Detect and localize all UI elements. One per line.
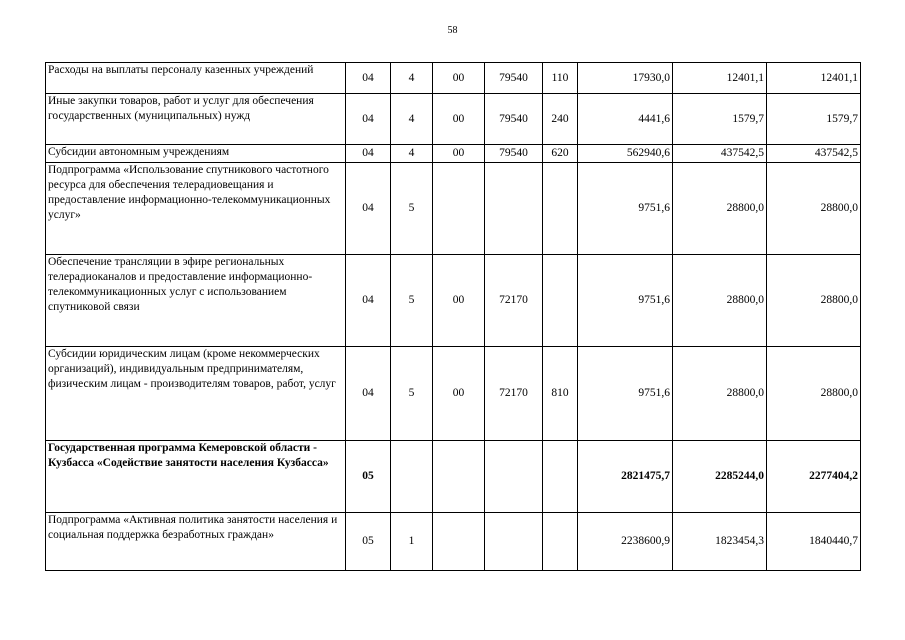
table-row	[46, 347, 861, 441]
cell-target: 79540	[485, 63, 543, 94]
cell-section: 05	[346, 513, 391, 571]
cell-expense-type	[543, 163, 578, 255]
cell-value-1: 9751,6	[578, 163, 673, 255]
cell-subsection	[391, 441, 433, 513]
cell-program: 00	[433, 347, 485, 441]
cell-expense-type: 240	[543, 94, 578, 145]
cell-value-2: 1579,7	[673, 94, 767, 145]
cell-subsection: 5	[391, 255, 433, 347]
cell-expense-type	[543, 441, 578, 513]
row-name: Иные закупки товаров, работ и услуг для обеспечения государственных (муниципальных) нужд	[46, 94, 346, 145]
cell-target	[485, 513, 543, 571]
row-name: Расходы на выплаты персоналу казенных учреждений	[46, 63, 346, 94]
budget-table	[45, 62, 861, 571]
cell-program: 00	[433, 94, 485, 145]
cell-value-3: 2277404,2	[767, 441, 861, 513]
cell-value-1: 4441,6	[578, 94, 673, 145]
cell-target	[485, 163, 543, 255]
cell-value-3: 12401,1	[767, 63, 861, 94]
cell-target: 79540	[485, 145, 543, 163]
cell-subsection: 5	[391, 347, 433, 441]
cell-value-2: 2285244,0	[673, 441, 767, 513]
cell-value-1: 2238600,9	[578, 513, 673, 571]
table-row	[46, 145, 861, 163]
cell-section: 04	[346, 347, 391, 441]
cell-subsection: 4	[391, 94, 433, 145]
cell-value-1: 9751,6	[578, 347, 673, 441]
cell-subsection: 4	[391, 145, 433, 163]
cell-value-3: 437542,5	[767, 145, 861, 163]
cell-subsection: 5	[391, 163, 433, 255]
table-row	[46, 441, 861, 513]
cell-expense-type: 810	[543, 347, 578, 441]
cell-value-1: 17930,0	[578, 63, 673, 94]
row-name: Обеспечение трансляции в эфире региональных телерадиоканалов и предоставление информационно-телекоммуникационных услуг с использованием спутниковой связи	[46, 255, 346, 347]
cell-value-2: 1823454,3	[673, 513, 767, 571]
row-name: Подпрограмма «Активная политика занятости населения и социальная поддержка безработных граждан»	[46, 513, 346, 571]
cell-value-3: 28800,0	[767, 163, 861, 255]
table-row	[46, 163, 861, 255]
cell-value-3: 1840440,7	[767, 513, 861, 571]
table-row	[46, 94, 861, 145]
cell-target: 72170	[485, 347, 543, 441]
cell-subsection: 4	[391, 63, 433, 94]
cell-section: 04	[346, 94, 391, 145]
cell-value-1: 562940,6	[578, 145, 673, 163]
cell-program	[433, 441, 485, 513]
cell-value-2: 28800,0	[673, 163, 767, 255]
cell-target: 72170	[485, 255, 543, 347]
cell-section: 04	[346, 145, 391, 163]
cell-value-1: 2821475,7	[578, 441, 673, 513]
row-name: Субсидии юридическим лицам (кроме некоммерческих организаций), индивидуальным предпринимателям, физическим лицам - производителям товаров, работ, услуг	[46, 347, 346, 441]
row-name: Подпрограмма «Использование спутникового частотного ресурса для обеспечения телерадиовещания и предоставление информационно-телекоммуникационных услуг»	[46, 163, 346, 255]
cell-target: 79540	[485, 94, 543, 145]
cell-section: 04	[346, 255, 391, 347]
cell-expense-type: 620	[543, 145, 578, 163]
cell-value-2: 12401,1	[673, 63, 767, 94]
cell-target	[485, 441, 543, 513]
cell-value-3: 28800,0	[767, 347, 861, 441]
cell-section: 04	[346, 163, 391, 255]
cell-section: 05	[346, 441, 391, 513]
cell-value-3: 1579,7	[767, 94, 861, 145]
cell-expense-type	[543, 255, 578, 347]
row-name: Субсидии автономным учреждениям	[46, 145, 346, 163]
cell-value-3: 28800,0	[767, 255, 861, 347]
cell-value-2: 28800,0	[673, 347, 767, 441]
cell-program	[433, 163, 485, 255]
cell-expense-type	[543, 513, 578, 571]
page-number: 58	[447, 25, 458, 36]
row-name: Государственная программа Кемеровской области - Кузбасса «Содействие занятости населения Кузбасса»	[46, 441, 346, 513]
cell-value-2: 437542,5	[673, 145, 767, 163]
table-row	[46, 513, 861, 571]
cell-section: 04	[346, 63, 391, 94]
cell-value-1: 9751,6	[578, 255, 673, 347]
cell-value-2: 28800,0	[673, 255, 767, 347]
cell-program: 00	[433, 145, 485, 163]
cell-program: 00	[433, 63, 485, 94]
table-row	[46, 255, 861, 347]
cell-subsection: 1	[391, 513, 433, 571]
cell-program	[433, 513, 485, 571]
cell-program: 00	[433, 255, 485, 347]
table-row	[46, 63, 861, 94]
cell-expense-type: 110	[543, 63, 578, 94]
